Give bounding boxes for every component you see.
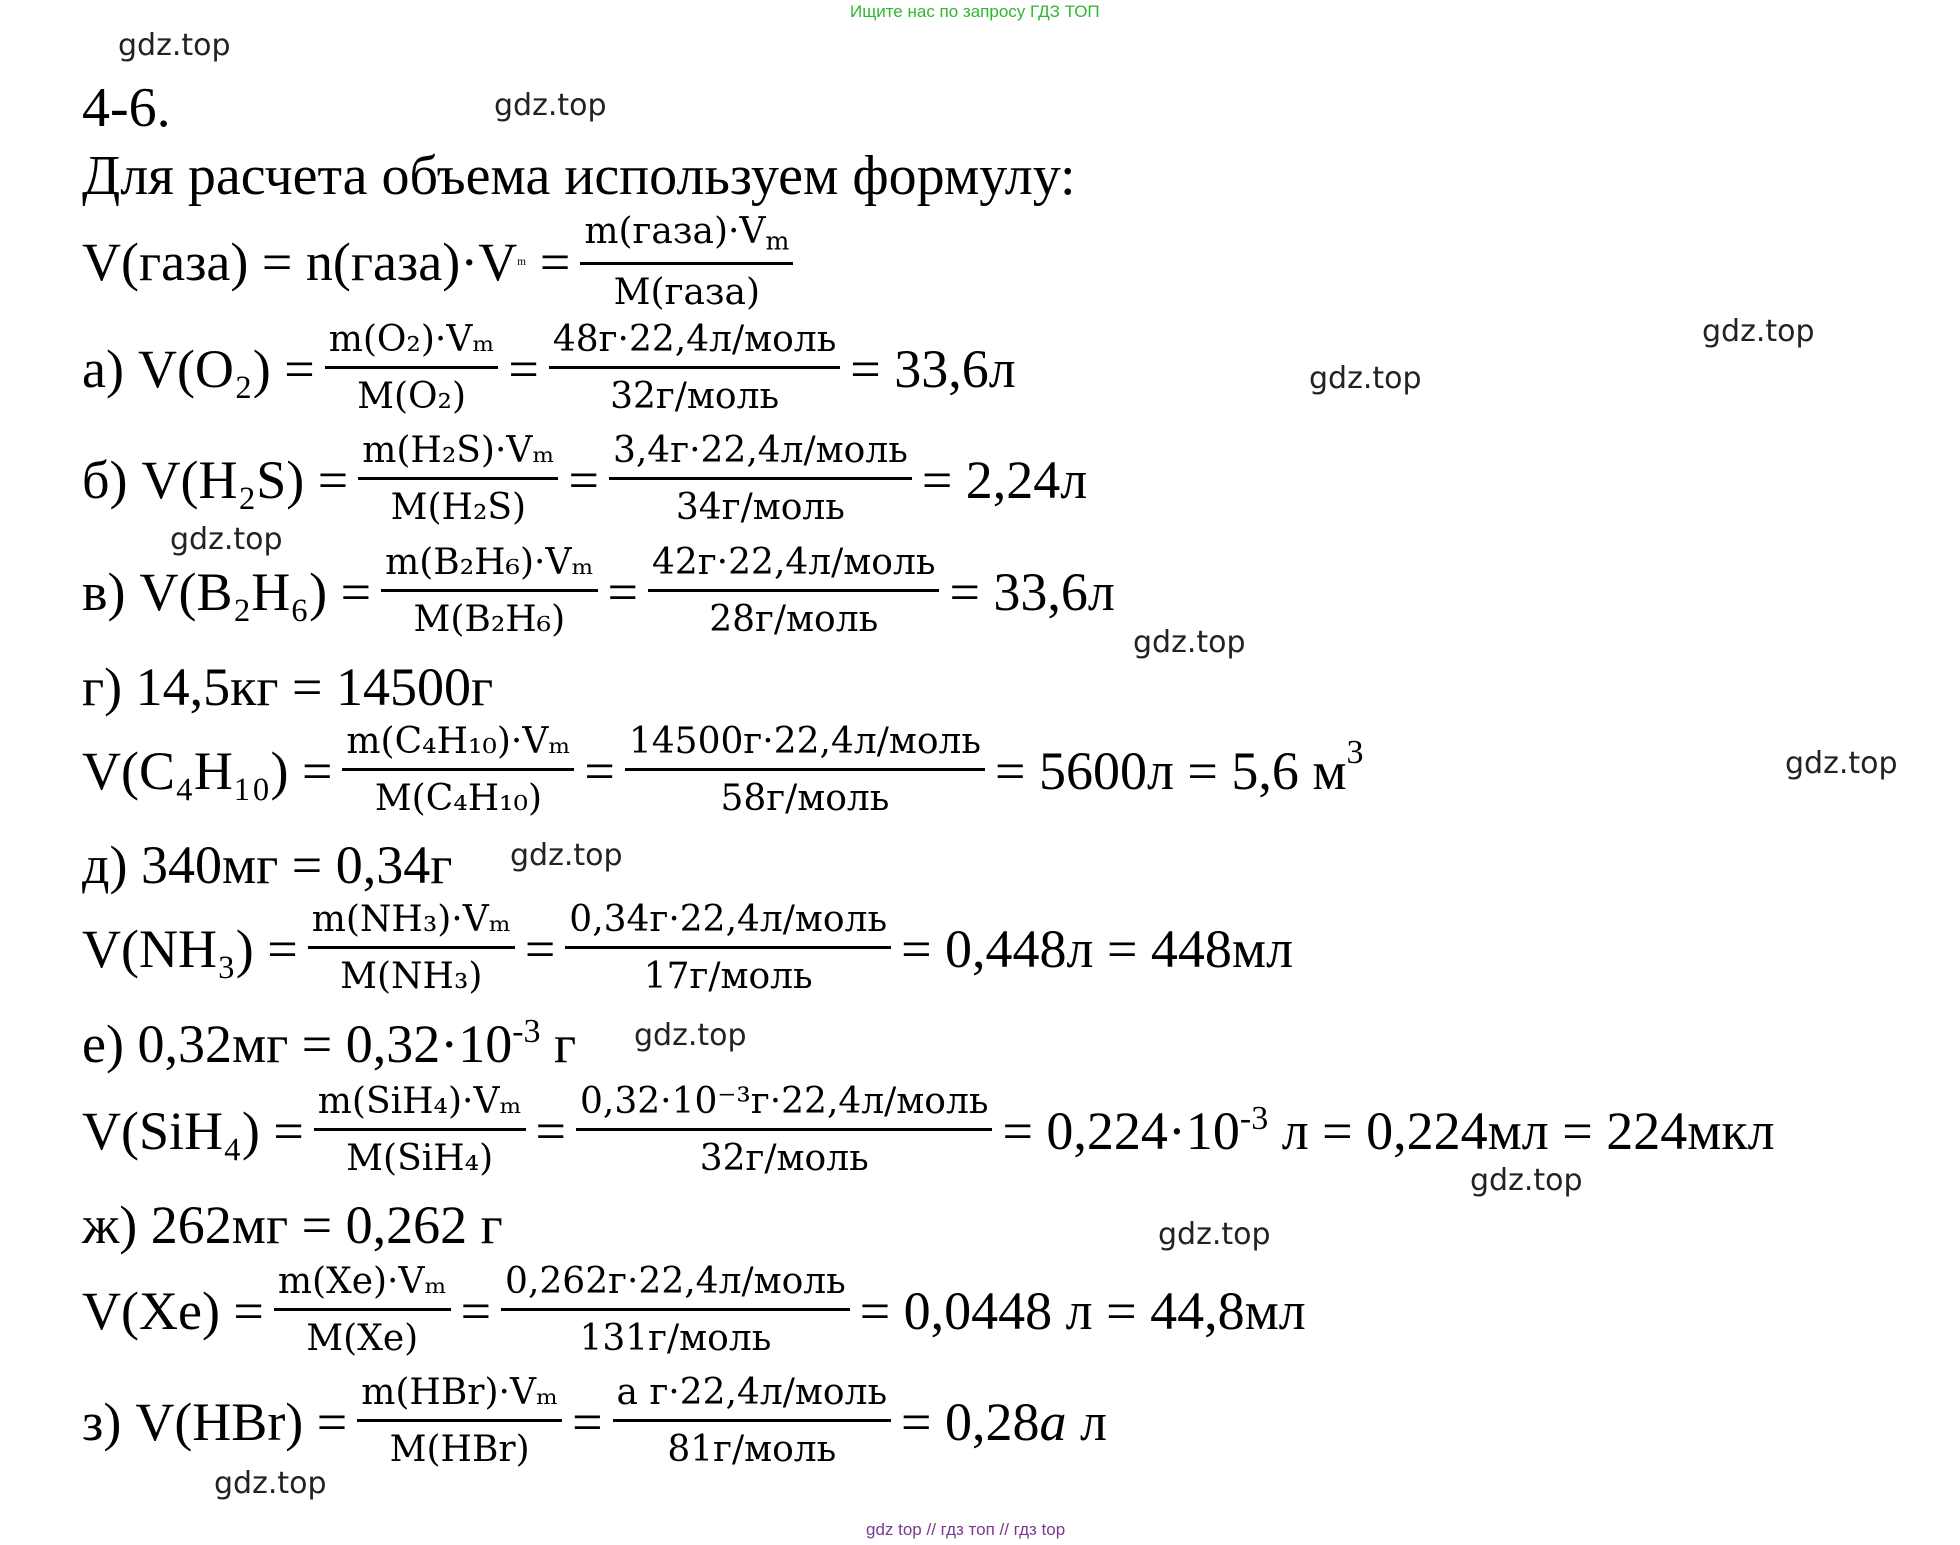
fraction-denominator: M(C₄H₁₀) (374, 778, 542, 820)
item-lhs: V(SiH₄) = (82, 1100, 304, 1161)
watermark: gdz.top (510, 838, 623, 873)
fraction-denominator: 32г/моль (699, 1138, 869, 1180)
fraction-denominator: M(газа) (613, 271, 761, 313)
item-lhs: V(O₂) = (137, 338, 315, 399)
problem-number: 4-6. (82, 77, 171, 139)
fraction-denominator: 131г/моль (579, 1318, 772, 1360)
item-lhs: V(HBr) = (135, 1391, 348, 1452)
fraction-numerator: m(Xe)·Vₘ (274, 1262, 451, 1311)
fraction-numerator: 14500г·22,4л/моль (625, 722, 985, 771)
fraction-denominator: M(H₂S) (390, 487, 527, 529)
formula-fraction (314, 1082, 526, 1180)
item-lhs: V(NH₃) = (82, 918, 298, 979)
formula-eq: = (539, 232, 571, 293)
item-result: = 0,448л = 448мл (901, 918, 1294, 979)
fraction-numerator: m(O₂)·Vₘ (325, 320, 499, 369)
numeric-fraction (549, 320, 840, 418)
numeric-fraction (609, 431, 912, 529)
item-label: з) (82, 1391, 122, 1452)
item-g (82, 722, 1364, 820)
equals-sign: = (460, 1280, 492, 1341)
watermark: gdz.top (118, 28, 231, 63)
item-result: = 33,6л (949, 561, 1115, 622)
item-g-given: г) 14,5кг = 14500г (82, 657, 494, 717)
item-lhs: V(H₂S) = (141, 449, 349, 510)
numeric-fraction (576, 1082, 992, 1180)
numeric-fraction (648, 543, 939, 641)
watermark: gdz.top (1158, 1217, 1271, 1252)
formula-fraction (358, 431, 558, 529)
watermark: gdz.top (170, 522, 283, 557)
equals-sign: = (584, 740, 615, 801)
watermark: gdz.top (214, 1466, 327, 1501)
item-lhs: V(Xe) = (82, 1280, 264, 1341)
watermark: gdz.top (1470, 1163, 1583, 1198)
formula-fraction (342, 722, 574, 820)
numeric-fraction (625, 722, 985, 820)
superscript: -3 (512, 1013, 541, 1050)
fraction-denominator: 34г/моль (675, 487, 845, 529)
fraction-denominator: M(Xe) (306, 1318, 419, 1360)
numeric-fraction (565, 900, 891, 998)
item-result: = $0,224\cdot 10^{-3}$ л = 0,224мл = 224мкл (1002, 1099, 1775, 1161)
numeric-fraction (501, 1262, 850, 1360)
watermark: gdz.top (634, 1018, 747, 1053)
equals-sign: = (568, 449, 599, 510)
watermark: gdz.top (1133, 625, 1246, 660)
item-label: а) (82, 338, 124, 399)
fraction-numerator: m(H₂S)·Vₘ (358, 431, 558, 480)
formula-fraction (580, 212, 793, 313)
equals-sign: = (572, 1391, 603, 1452)
fraction-denominator: 17г/моль (643, 956, 813, 998)
fraction-denominator: 58г/моль (720, 778, 890, 820)
fraction-denominator: M(NH₃) (340, 956, 483, 998)
formula-fraction (381, 543, 597, 641)
item-label: б) (82, 449, 128, 510)
item-d (82, 900, 1293, 998)
formula-fraction (325, 320, 499, 418)
numeric-fraction (613, 1373, 892, 1471)
item-lhs: V(B₂H₆) = (139, 561, 372, 622)
formula-fraction (357, 1373, 562, 1471)
fraction-numerator: 42г·22,4л/моль (648, 543, 939, 592)
top-banner: Ищите нас по запросу ГДЗ ТОП (850, 2, 1100, 21)
fraction-numerator: a г·22,4л/моль (613, 1373, 892, 1422)
watermark: gdz.top (494, 88, 607, 123)
item-e-given: е) $0,32мг = 0,32\cdot 10^{-3}$ г (82, 1013, 577, 1074)
item-result: = 5600л = 5,6 м (995, 740, 1347, 801)
equals-sign: = (535, 1100, 566, 1161)
fraction-numerator: 0,262г·22,4л/моль (501, 1262, 850, 1311)
formula-fraction (274, 1262, 451, 1360)
formula-lhs: V(газа) = n(газа)·V (82, 232, 518, 293)
item-result: = 0,0448 л = 44,8мл (859, 1280, 1306, 1341)
item-lhs: V(C₄H₁₀) = (82, 740, 333, 801)
superscript: -3 (1239, 1099, 1269, 1137)
fraction-numerator: m(SiH₄)·Vₘ (314, 1082, 526, 1131)
bottom-banner: gdz top // гдз топ // гдз top (866, 1520, 1066, 1539)
item-zh (82, 1262, 1306, 1360)
item-z (82, 1373, 1107, 1471)
fraction-denominator: M(HBr) (389, 1429, 530, 1471)
item-e (82, 1082, 1775, 1180)
superscript: 3 (1346, 733, 1364, 771)
fraction-numerator: m(B₂H₆)·Vₘ (381, 543, 597, 592)
fraction-numerator: 48г·22,4л/моль (549, 320, 840, 369)
fraction-numerator: m(газа)·Vm (580, 212, 793, 265)
fraction-numerator: 0,32·10⁻³г·22,4л/моль (576, 1082, 992, 1131)
fraction-denominator: M(B₂H₆) (413, 599, 566, 641)
fraction-denominator: 28г/моль (709, 599, 879, 641)
fraction-denominator: M(O₂) (357, 376, 466, 418)
fraction-numerator: m(HBr)·Vₘ (357, 1373, 562, 1422)
fraction-denominator: 81г/моль (667, 1429, 837, 1471)
fraction-numerator: 3,4г·22,4л/моль (609, 431, 912, 480)
fraction-denominator: M(SiH₄) (346, 1138, 494, 1180)
item-label: в) (82, 561, 126, 622)
fraction-numerator: m(C₄H₁₀)·Vₘ (342, 722, 574, 771)
formula-lhs-sub: m (517, 255, 526, 268)
item-b (82, 431, 1087, 529)
equals-sign: = (508, 338, 539, 399)
item-a (82, 320, 1016, 418)
watermark: gdz.top (1309, 361, 1422, 396)
fraction-numerator: m(NH₃)·Vₘ (308, 900, 515, 949)
fraction-denominator: 32г/моль (610, 376, 780, 418)
watermark: gdz.top (1785, 746, 1898, 781)
equals-sign: = (524, 918, 556, 979)
formula-fraction (308, 900, 515, 998)
equals-sign: = (607, 561, 639, 622)
item-result: = 33,6л (850, 338, 1016, 399)
item-d-given: д) 340мг = 0,34г (82, 835, 453, 895)
watermark: gdz.top (1702, 314, 1815, 349)
intro-text: Для расчета объема используем формулу: (82, 145, 1076, 207)
item-result: = 2,24л (921, 449, 1088, 510)
item-zh-given: ж) 262мг = 0,262 г (82, 1195, 503, 1255)
fraction-numerator: 0,34г·22,4л/моль (565, 900, 891, 949)
general-formula (82, 212, 803, 313)
item-v (82, 543, 1115, 641)
item-result: = 0,28a л (901, 1391, 1107, 1452)
